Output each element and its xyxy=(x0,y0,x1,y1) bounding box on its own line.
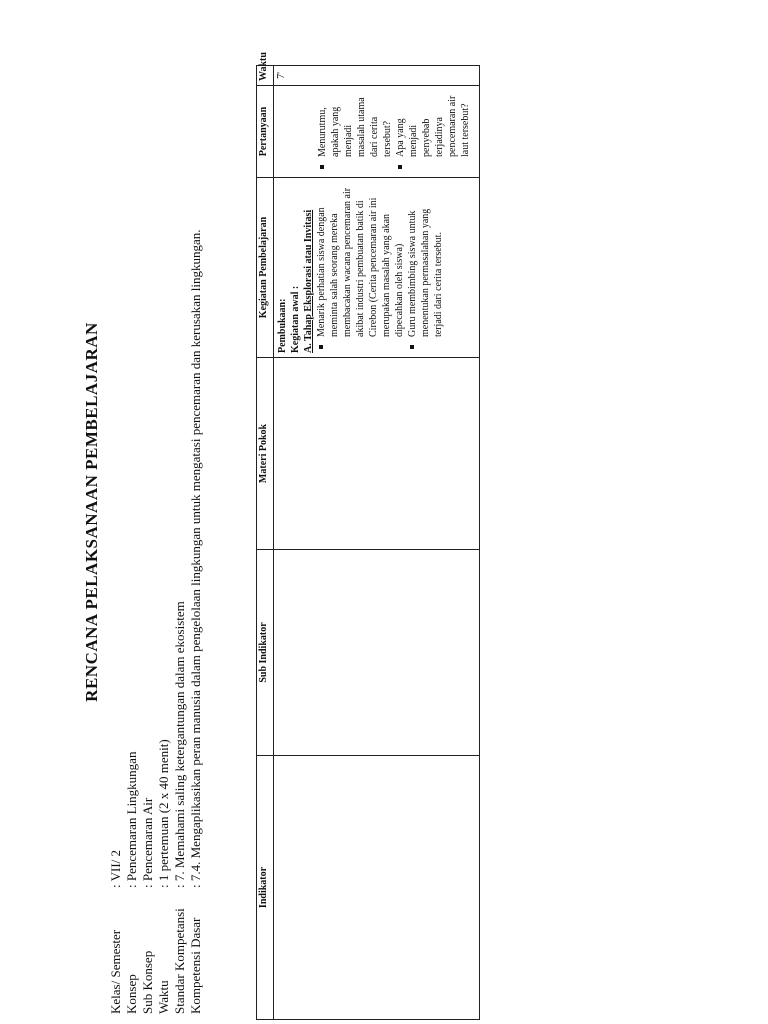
header-kegiatan: Kegiatan Pembelajaran xyxy=(257,178,274,358)
document-title: RENCANA PELAKSANAAN PEMBELAJARAN xyxy=(82,322,101,702)
pertanyaan-bullets xyxy=(316,90,472,173)
header-waktu: Waktu xyxy=(257,66,274,86)
cell-indikator xyxy=(274,756,480,1020)
cell-pertanyaan xyxy=(274,86,480,178)
cell-waktu: 7' xyxy=(274,66,480,86)
kegiatan-pembukaan: Pembukaan: xyxy=(277,298,288,353)
header-materi-pokok: Materi Pokok xyxy=(257,358,274,550)
info-value: : Pencemaran Air xyxy=(140,797,155,888)
header-pertanyaan: Pertanyaan xyxy=(257,86,274,178)
rpp-table xyxy=(256,52,480,1020)
kegiatan-tahap: A. Tahap Eksplorasi atau Invitasi xyxy=(303,209,314,353)
info-value: : 7. Memahami saling ketergantungan dalam ekosistem xyxy=(172,601,187,888)
info-label: Kompetensi Dasar xyxy=(188,917,203,1014)
info-label: Kelas/ Semester xyxy=(108,929,123,1014)
info-label: Standar Kompetansi xyxy=(172,908,187,1014)
info-label: Konsep xyxy=(124,974,139,1014)
kegiatan-awal: Kegiatan awal : xyxy=(290,285,301,353)
table-row xyxy=(274,66,480,1020)
info-value: : VII/ 2 xyxy=(108,849,123,888)
pertanyaan-bullet: Menurutmu, apakah yang menjadi masalah utama dari cerita tersebut? xyxy=(316,90,394,157)
info-label: Waktu xyxy=(156,980,171,1014)
cell-sub-indikator xyxy=(274,550,480,756)
table-header-row xyxy=(257,66,274,1020)
header-indikator: Indikator xyxy=(257,756,274,1020)
cell-materi-pokok xyxy=(274,358,480,550)
kegiatan-bullets xyxy=(315,182,445,353)
cell-kegiatan xyxy=(274,178,480,358)
info-value: : Pencemaran Lingkungan xyxy=(124,751,139,888)
info-value: : 1 pertemuan (2 x 40 menit) xyxy=(156,739,171,888)
pertanyaan-bullet: Apa yang menjadi penyebab terjadinya pencemaran air laut tersebut? xyxy=(394,90,472,157)
kegiatan-bullet: Guru membimbing siswa untuk menentukan permasalahan yang terjadi dari cerita tersebut. xyxy=(406,182,445,337)
kegiatan-bullet: Menarik perhatian siswa dengan meminta salah seorang mereka membacakan wacana pencemaran air akibat industri pembuatan batik di Cirebon (Cerita pencemaran air ini merupakan masalah yang akan dipecahkan oleh siswa) xyxy=(315,182,406,337)
info-value: : 7.4. Mengaplikasikan peran manusia dalam pengelolaan lingkungan untuk mengatasi pencemaran dan kerusakan lingkungan. xyxy=(188,229,203,888)
header-sub-indikator: Sub Indikator xyxy=(257,550,274,756)
info-label: Sub Konsep xyxy=(140,950,155,1014)
